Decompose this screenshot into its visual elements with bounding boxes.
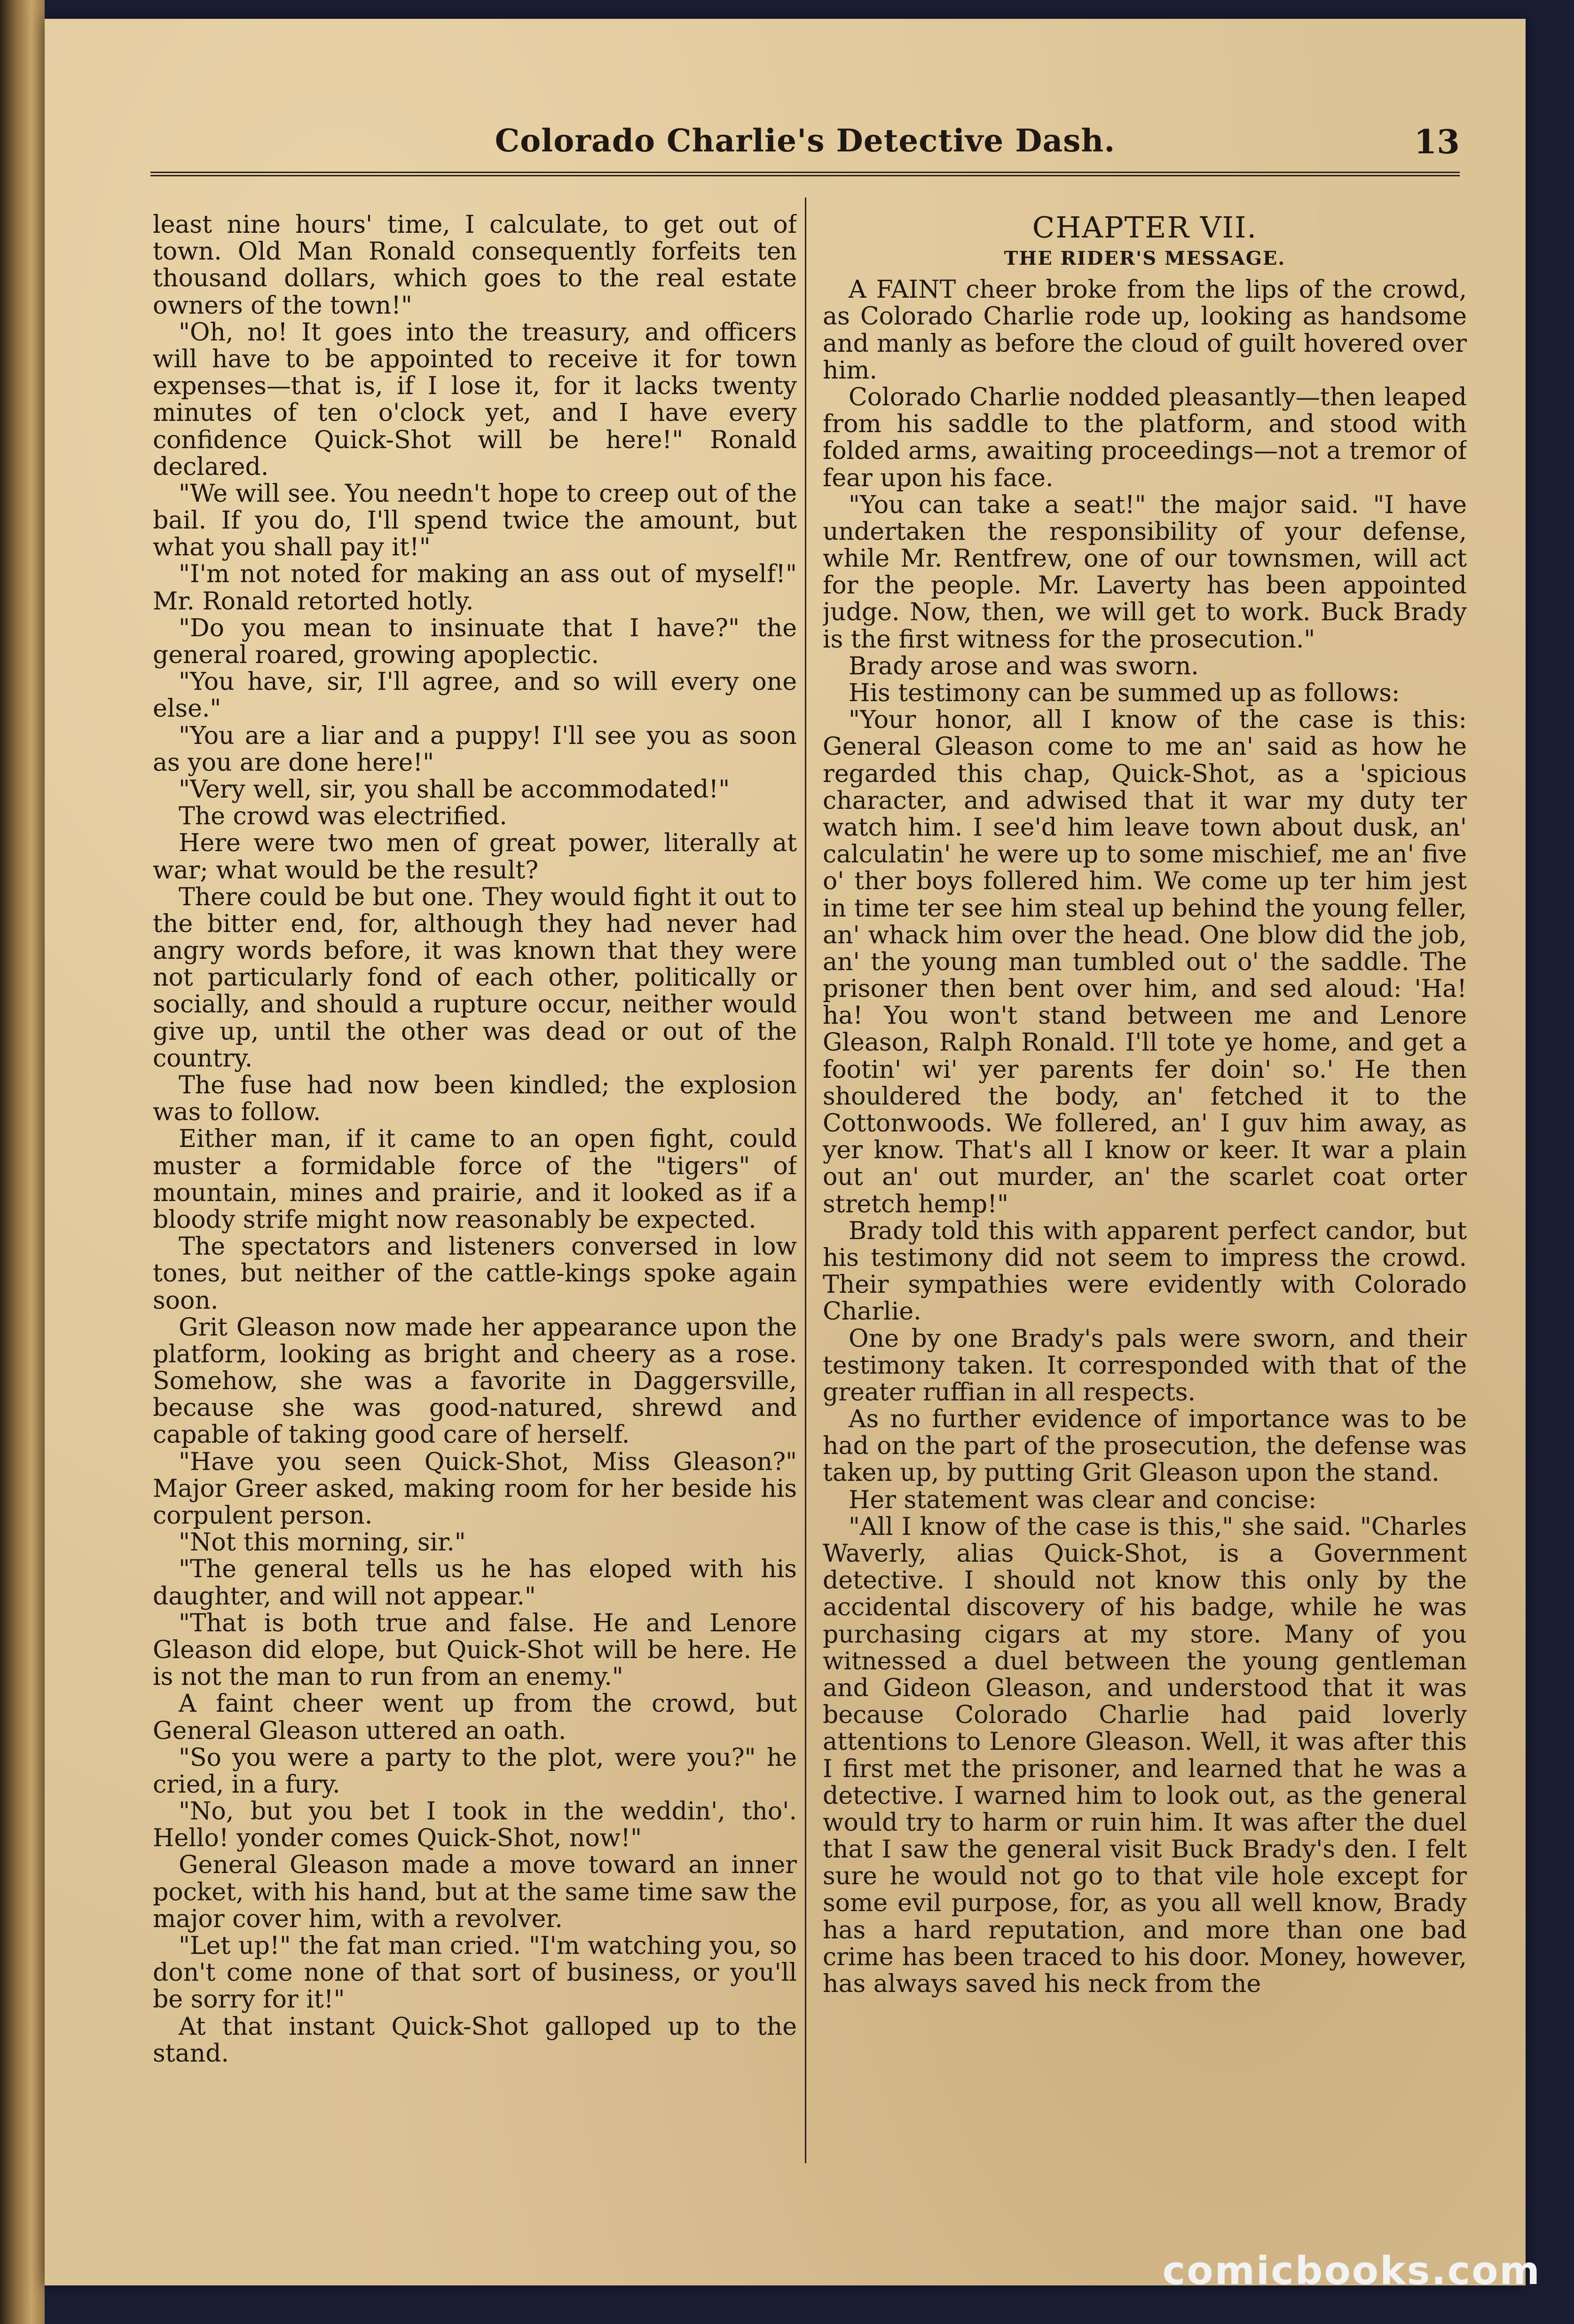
paragraph: Here were two men of great power, literally at war; what would be the result? <box>153 829 797 885</box>
paragraph: There could be but one. They would fight it out to the bitter end, for, although they had never had angry words before, it was known that they were not particularly fond of each other, politically or socially, and should a rupture occur, neither would give up, until the other was dead or out of the country. <box>153 883 797 1073</box>
paragraph: "Let up!" the fat man cried. "I'm watching you, so don't come none of that sort of business, or you'll be sorry for it!" <box>153 1932 797 2014</box>
paragraph: A faint cheer went up from the crowd, but General Gleason uttered an oath. <box>153 1690 797 1745</box>
paragraph: "Have you seen Quick-Shot, Miss Gleason?" Major Greer asked, making room for her beside his corpulent person. <box>153 1447 797 1530</box>
adjacent-page-edge <box>0 0 45 2324</box>
paragraph: Colorado Charlie nodded pleasantly—then leaped from his saddle to the platform, and stood with folded arms, awaiting proceedings—not a tremor of fear upon his face. <box>823 383 1467 492</box>
paragraph: "Do you mean to insinuate that I have?" the general roared, growing apoplectic. <box>153 614 797 669</box>
paragraph: Brady told this with apparent perfect candor, but his testimony did not seem to impress the crowd. Their sympathies were evidently with Colorado Charlie. <box>823 1217 1467 1326</box>
running-title: Colorado Charlie's Detective Dash. <box>495 122 1116 159</box>
paragraph: "You are a liar and a puppy! I'll see you as soon as you are done here!" <box>153 721 797 777</box>
paragraph: At that instant Quick-Shot galloped up to the stand. <box>153 2012 797 2068</box>
paragraph: "That is both true and false. He and Lenore Gleason did elope, but Quick-Shot will be here. He is not the man to run from an enemy." <box>153 1609 797 1692</box>
header-rule <box>150 172 1460 176</box>
paragraph: Either man, if it came to an open fight, could muster a formidable force of the "tigers" of mountain, mines and prairie, and it looked as if a bloody strife might now reasonably be expected. <box>153 1125 797 1234</box>
paragraph: least nine hours' time, I calculate, to get out of town. Old Man Ronald consequently forfeits ten thousand dollars, which goes to the real estate owners of the town!" <box>153 212 797 320</box>
watermark: comicbooks.com <box>1162 2249 1541 2293</box>
paragraph: "I'm not noted for making an ass out of myself!" Mr. Ronald retorted hotly. <box>153 560 797 616</box>
paragraph: "We will see. You needn't hope to creep out of the bail. If you do, I'll spend twice the amount, but what you shall pay it!" <box>153 479 797 562</box>
paragraph: "So you were a party to the plot, were you?" he cried, in a fury. <box>153 1743 797 1799</box>
paragraph: Her statement was clear and concise: <box>849 1486 1317 1514</box>
paragraph: "Very well, sir, you shall be accommodated!" <box>179 775 730 804</box>
paragraph: As no further evidence of importance was to be had on the part of the prosecution, the defense was taken up, by putting Grit Gleason upon the stand. <box>823 1405 1467 1487</box>
paragraph: Grit Gleason now made her appearance upon the platform, looking as bright and cheery as a rose. Somehow, she was a favorite in Daggersville, because she was good-natured, shrewd and capable of taking good care of herself. <box>153 1313 797 1449</box>
paragraph: "You have, sir, I'll agree, and so will every one else." <box>153 668 797 723</box>
paragraph: Brady arose and was sworn. <box>849 652 1199 680</box>
paragraph: General Gleason made a move toward an inner pocket, with his hand, but at the same time saw the major cover him, with a revolver. <box>153 1851 797 1933</box>
paragraph: The spectators and listeners conversed in low tones, but neither of the cattle-kings spoke again soon. <box>153 1233 797 1315</box>
running-header <box>150 108 1460 179</box>
paragraph: His testimony can be summed up as follows: <box>849 679 1400 707</box>
paragraph: One by one Brady's pals were sworn, and their testimony taken. It corresponded with that of the greater ruffian in all respects. <box>823 1324 1467 1407</box>
paragraph: "No, but you bet I took in the weddin', tho'. Hello! yonder comes Quick-Shot, now!" <box>153 1797 797 1853</box>
book-page <box>45 19 1526 2285</box>
paragraph: The fuse had now been kindled; the explosion was to follow. <box>153 1071 797 1127</box>
paragraph: A FAINT cheer broke from the lips of the crowd, as Colorado Charlie rode up, looking as handsome and manly as before the cloud of guilt hovered over him. <box>823 276 1467 385</box>
paragraph: "All I know of the case is this," she said. "Charles Waverly, alias Quick-Shot, is a Government detective. I should not know this only by the accidental discovery of his badge, while he was purchasing cigars at my store. Many of you witnessed a duel between the young gentleman and Gideon Gleason, and understood that it was because Colorado Charlie had paid loverly attentions to Lenore Gleason. Well, it was after this I first met the prisoner, and learned that he was a detective. I warned him to look out, as the general would try to harm or ruin him. It was after the duel that I saw the general visit Buck Brady's den. I felt sure he would not go to that vile hole except for some evil purpose, for, as you all well know, Brady has a hard reputation, and more than one bad crime has been traced to his door. Money, however, has always saved his neck from the <box>823 1512 1467 1998</box>
right-column <box>823 212 1467 2168</box>
page-number: 13 <box>1414 122 1460 161</box>
chapter-subtitle: THE RIDER'S MESSAGE. <box>1004 247 1286 270</box>
paragraph: "You can take a seat!" the major said. "I have undertaken the responsibility of your defense, while Mr. Rentfrew, one of our townsmen, will act for the people. Mr. Laverty has been appointed judge. Now, then, we will get to work. Buck Brady is the first witness for the prosecution." <box>823 490 1467 654</box>
paragraph: "The general tells us he has eloped with his daughter, and will not appear." <box>153 1555 797 1611</box>
paragraph: "Your honor, all I know of the case is this: General Gleason come to me an' said as how he regarded this chap, Quick-Shot, as a 'spicious character, and adwised that it war my duty ter watch him. I see'd him leave town about dusk, an' calculatin' he were up to some mischief, me an' five o' ther boys follered him. We come up ter him jest in time ter see him steal up behind the young feller, an' whack him over the head. One blow did the job, an' the young man tumbled out o' the saddle. The prisoner then bent over him, and sed aloud: 'Ha! ha! You won't stand between me and Lenore Gleason, Ralph Ronald. I'll tote ye home, and get a footin' wi' yer parents fer doin' so.' He then shouldered the body, an' fetched it to the Cottonwoods. We follered, an' I guv him away, as yer know. That's all I know or keer. It war a plain out an' out murder, an' the scarlet coat orter stretch hemp!" <box>823 706 1467 1218</box>
paragraph: "Not this morning, sir." <box>179 1528 466 1557</box>
left-column <box>153 212 797 2168</box>
column-divider <box>805 198 806 2163</box>
chapter-title: CHAPTER VII. <box>1032 212 1258 245</box>
paragraph: The crowd was electrified. <box>179 802 507 831</box>
paragraph: "Oh, no! It goes into the treasury, and officers will have to be appointed to receive it for town expenses—that is, if I lose it, for it lacks twenty minutes of ten o'clock yet, and I have every confidence Quick-Shot will be here!" Ronald declared. <box>153 318 797 481</box>
